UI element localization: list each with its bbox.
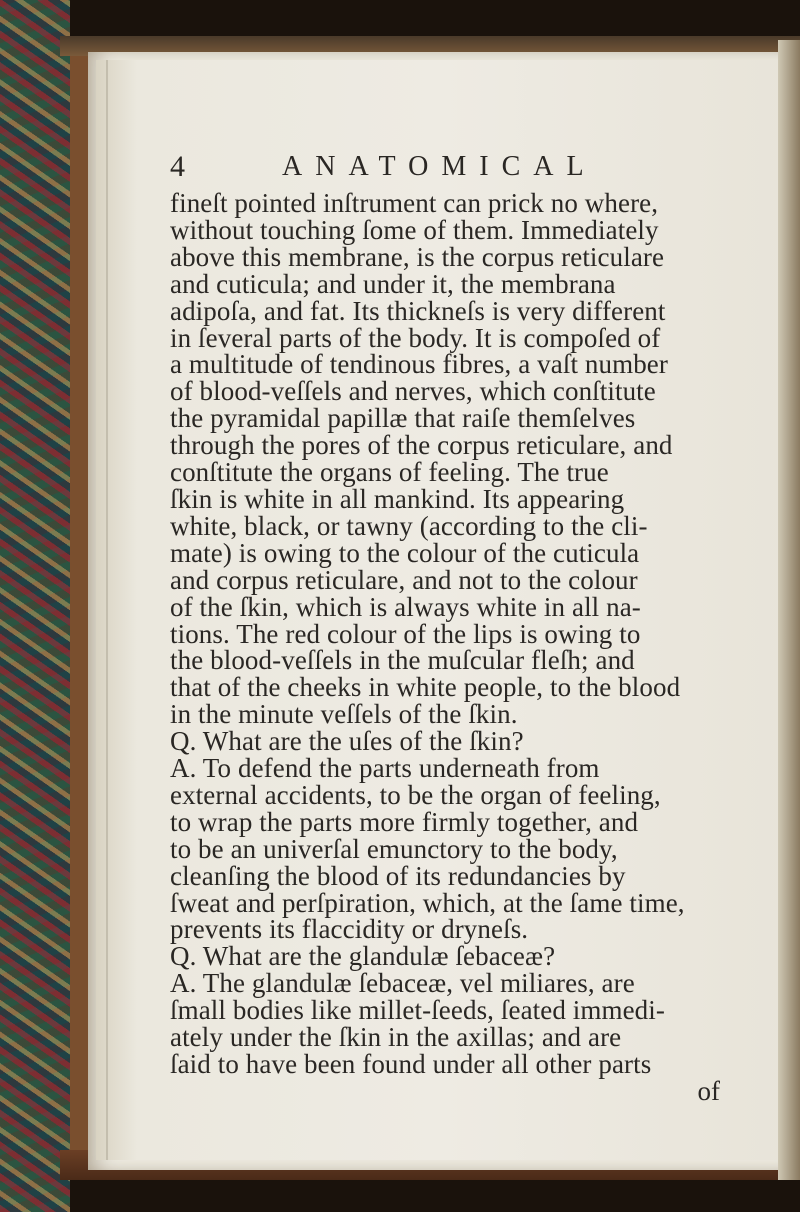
text-line: and cuticula; and under it, the membrana bbox=[170, 268, 616, 299]
text-line: the pyramidal papillæ that raiſe themſelves bbox=[170, 403, 636, 434]
text-line: Q. What are the uſes of the ſkin? bbox=[170, 726, 524, 757]
page-number: 4 bbox=[170, 150, 185, 183]
text-line: in the minute veſſels of the ſkin. bbox=[170, 699, 518, 730]
text-line: white, black, or tawny (according to the cli- bbox=[170, 510, 648, 541]
text-line: A. To defend the parts underneath from bbox=[170, 753, 600, 784]
text-line: to be an univerſal emunctory to the body, bbox=[170, 833, 618, 864]
text-line: and corpus reticulare, and not to the colour bbox=[170, 564, 638, 595]
catchword: of bbox=[697, 1075, 720, 1106]
text-line: ſkin is white in all mankind. Its appearing bbox=[170, 483, 625, 514]
text-line: A. The glandulæ ſebaceæ, vel miliares, are bbox=[170, 968, 635, 999]
text-line: Q. What are the glandulæ ſebaceæ? bbox=[170, 941, 556, 972]
text-line: fineſt pointed inſtrument can prick no where, bbox=[170, 188, 659, 218]
text-line: ſweat and perſpiration, which, at the ſame time, bbox=[170, 887, 685, 918]
text-line: ſmall bodies like millet-ſeeds, ſeated immedi- bbox=[170, 995, 665, 1026]
text-line: external accidents, to be the organ of feeling, bbox=[170, 779, 661, 810]
running-head: ANATOMICAL bbox=[282, 151, 597, 182]
text-line: of blood-veſſels and nerves, which conſtitute bbox=[170, 376, 656, 407]
text-line: of the ſkin, which is always white in all na- bbox=[170, 591, 641, 622]
text-line: tions. The red colour of the lips is owing to bbox=[170, 618, 641, 649]
text-line: through the pores of the corpus reticulare, and bbox=[170, 430, 673, 461]
text-line: above this membrane, is the corpus reticulare bbox=[170, 241, 665, 272]
page-text bbox=[170, 148, 730, 1104]
text-line: without touching ſome of them. Immediately bbox=[170, 214, 659, 245]
text-line: adipoſa, and fat. Its thickneſs is very different bbox=[170, 295, 666, 326]
text-line: that of the cheeks in white people, to the blood bbox=[170, 672, 681, 703]
text-line: a multitude of tendinous fibres, a vaſt number bbox=[170, 349, 668, 380]
text-line: conſtitute the organs of feeling. The true bbox=[170, 457, 609, 488]
text-line: to wrap the parts more firmly together, and bbox=[170, 806, 639, 837]
text-line: the blood-veſſels in the muſcular fleſh; and bbox=[170, 645, 635, 676]
page-header bbox=[170, 148, 730, 186]
text-line: ately under the ſkin in the axillas; and are bbox=[170, 1022, 622, 1053]
text-line: cleanſing the blood of its redundancies by bbox=[170, 860, 626, 891]
page-fore-edge bbox=[778, 40, 800, 1180]
gutter-line bbox=[106, 60, 108, 1160]
text-line: ſaid to have been found under all other parts bbox=[170, 1049, 652, 1079]
body-text bbox=[170, 190, 730, 1078]
text-line: mate) is owing to the colour of the cuticula bbox=[170, 537, 640, 568]
text-line: prevents its flaccidity or dryneſs. bbox=[170, 914, 529, 945]
text-line: in ſeveral parts of the body. It is compoſed of bbox=[170, 322, 661, 353]
marbled-endpaper bbox=[0, 0, 70, 1212]
